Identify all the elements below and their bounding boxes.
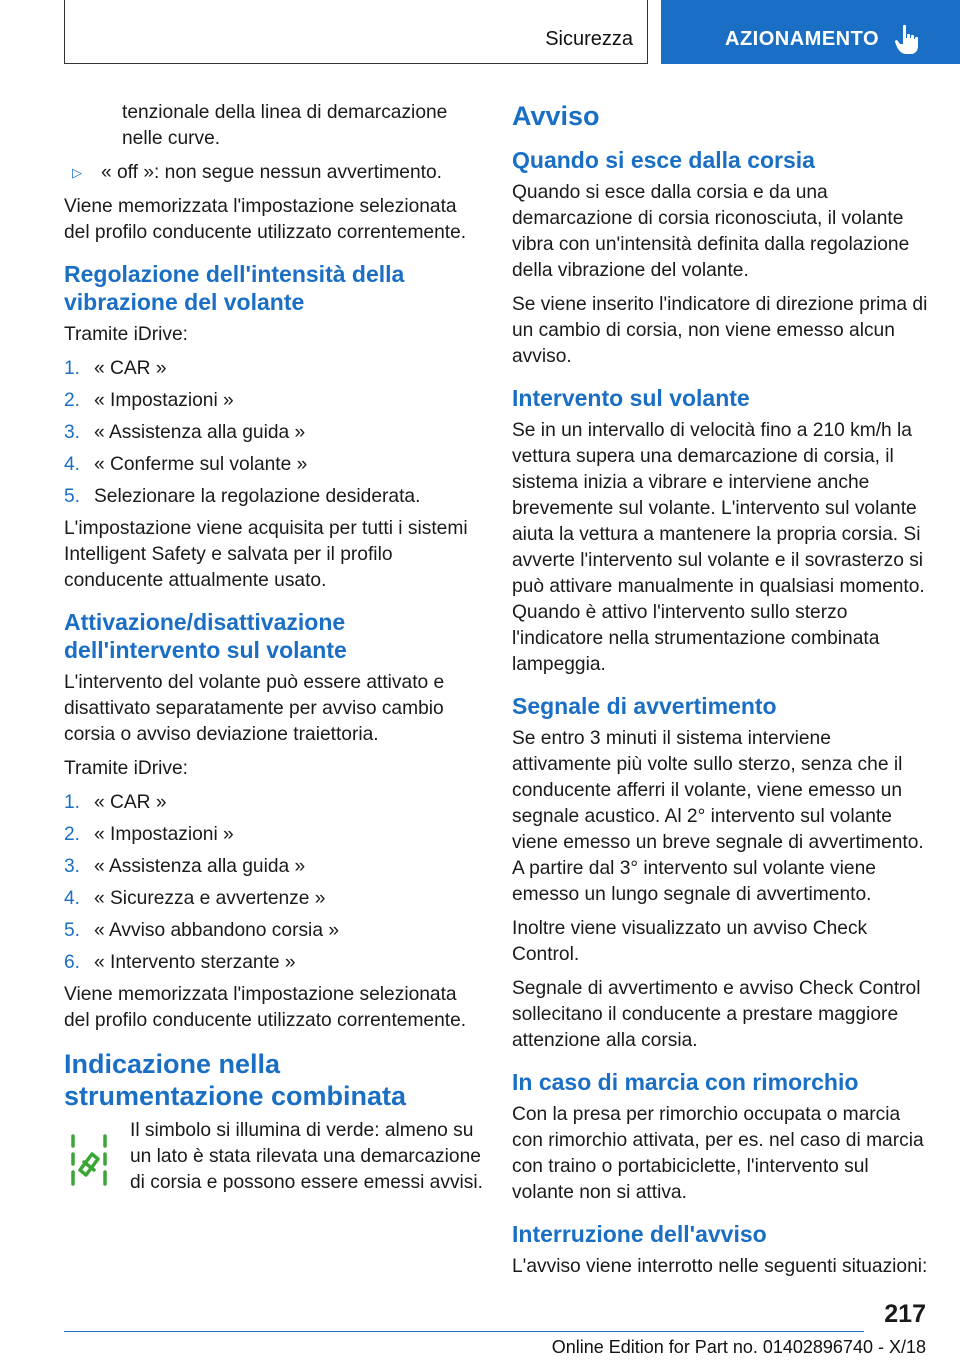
heading-interrupt: Interruzione dell'avviso: [512, 1221, 767, 1247]
chapter-title: AZIONAMENTO: [725, 28, 880, 50]
heading-intensity: Regolazione dell'intensità della vibrazione del volante: [64, 261, 405, 315]
list-item: 2. « Impostazioni »: [64, 390, 234, 411]
idrive-label: Tramite iDrive:: [64, 324, 189, 345]
list-item: 6. « Intervento sterzante »: [64, 952, 296, 973]
heading-leave-lane: Quando si esce dalla corsia: [512, 147, 815, 173]
idrive-label: Tramite iDrive:: [64, 758, 189, 779]
memo-text: Viene memorizzata l'impostazione selezionata del profilo conducente utilizzato correntemente.: [64, 984, 467, 1031]
list-item: [64, 160, 484, 186]
leave-lane-text-2: Se viene inserito l'indicatore di direzione prima di un cambio di corsia, non viene emesso alcun avviso.: [512, 294, 928, 367]
heading-activation: Attivazione/disattivazione dell'intervento sul volante: [64, 609, 347, 663]
heading-warning: Avviso: [512, 101, 600, 131]
interrupt-text: L'avviso viene interrotto nelle seguenti situazioni:: [512, 1256, 928, 1277]
signal-text-2: Inoltre viene visualizzato un avviso Check Control.: [512, 918, 868, 965]
off-option-text: « off »: non segue nessun avvertimento.: [101, 162, 442, 183]
list-item: 5. « Avviso abbandono corsia »: [64, 920, 339, 941]
steps-list-intensity: [64, 356, 484, 510]
list-item: 3. « Assistenza alla guida »: [64, 422, 306, 443]
heading-display: Indicazione nella strumentazione combinata: [64, 1049, 407, 1111]
heading-trailer: In caso di marcia con rimorchio: [512, 1069, 859, 1095]
acquired-text: L'impostazione viene acquisita per tutti i sistemi Intelligent Safety e salvata per il profilo conducente attualmente usato.: [64, 518, 468, 591]
display-indicator-row: [64, 1118, 484, 1204]
leave-lane-text: Quando si esce dalla corsia e da una demarcazione di corsia riconosciuta, il volante vibra con un'intensità definita dalla regolazione della vibrazione del volante.: [512, 182, 910, 281]
footer-edition: Online Edition for Part no. 01402896740 - X/18: [551, 1337, 926, 1357]
pointing-hand-icon: [894, 24, 920, 56]
heading-signal: Segnale di avvertimento: [512, 693, 777, 719]
section-title: Sicurezza: [545, 28, 633, 50]
signal-text-1: Se entro 3 minuti il sistema interviene attivamente più volte sullo sterzo, senza che il conducente afferri il volante, viene emesso un segnale acustico. Al 2° intervento sul volante viene emesso un breve segnale di avvertimento. A partire dal 3° intervento sul volante viene emesso un lungo segnale di avvertimento.: [512, 728, 924, 905]
continued-text: tenzionale della linea di demarcazione nelle curve.: [122, 102, 448, 149]
trailer-text: Con la presa per rimorchio occupata o marcia con rimorchio attivata, per es. nel caso di marcia con traino o portabiciclette, l'intervento sul volante non si attiva.: [512, 1104, 924, 1203]
left-column: [64, 100, 484, 1204]
list-item: 1. « CAR »: [64, 358, 167, 379]
heading-intervention: Intervento sul volante: [512, 385, 750, 411]
signal-text-3: Segnale di avvertimento e avviso Check Control sollecitano il conducente a prestare maggiore attenzione alla corsia.: [512, 978, 921, 1051]
activation-text: L'intervento del volante può essere attivato e disattivato separatamente per avviso cambio corsia o avviso deviazione traiettoria.: [64, 672, 445, 745]
list-item: 2. « Impostazioni »: [64, 824, 234, 845]
list-item: 5. Selezionare la regolazione desiderata.: [64, 486, 421, 507]
list-item: 3. « Assistenza alla guida »: [64, 856, 306, 877]
page-number: 217: [884, 1300, 926, 1328]
steps-list-activation: [64, 790, 484, 976]
display-text: Il simbolo si illumina di verde: almeno su un lato è stata rilevata una demarcazione di corsia e possono essere emessi avvisi.: [130, 1120, 483, 1193]
footer-divider: [64, 1331, 864, 1332]
list-item: 1. « CAR »: [64, 792, 167, 813]
triangle-bullet-icon: ▷: [72, 165, 82, 180]
list-item: 4. « Sicurezza e avvertenze »: [64, 888, 326, 909]
lane-departure-icon: [64, 1132, 110, 1190]
header-section-box: [64, 0, 648, 64]
memo-text: Viene memorizzata l'impostazione selezionata del profilo conducente utilizzato correntemente.: [64, 196, 467, 243]
right-column: [512, 96, 932, 1288]
intervention-text: Se in un intervallo di velocità fino a 210 km/h la vettura supera una demarcazione di corsia, il sistema inizia a vibrare e interviene anche brevemente sul volante. L'intervento sul volante aiuta la vettura a mantenere la propria corsia. Si avverte l'intervento sul volante e il sovrasterzo si può attivare manualmente in qualsiasi momento. Quando è attivo l'intervento sullo sterzo l'indicatore nella strumentazione combinata lampeggia.: [512, 420, 925, 675]
list-item: 4. « Conferme sul volante »: [64, 454, 308, 475]
